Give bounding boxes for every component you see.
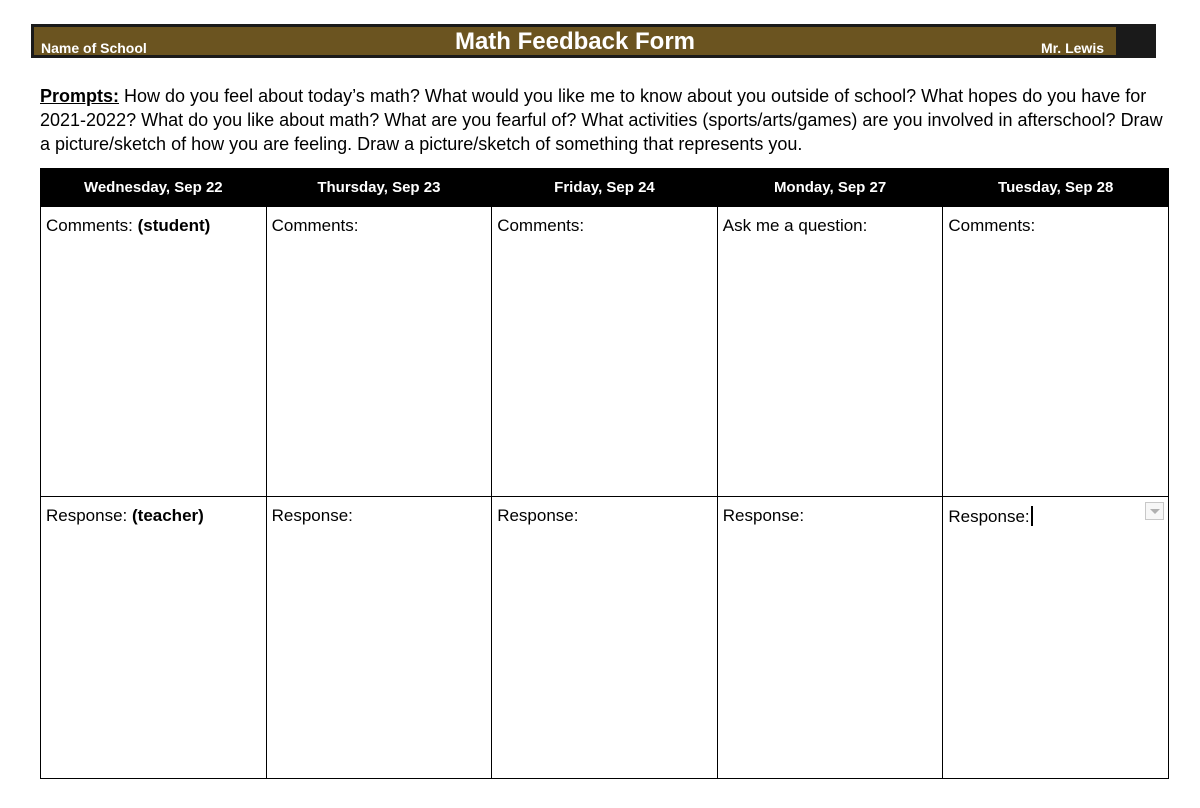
question-cell-mon[interactable] <box>717 207 943 497</box>
response-label: Response: <box>722 506 805 525</box>
teacher-name[interactable]: Mr. Lewis <box>1040 40 1104 56</box>
comments-role: (student) <box>137 216 211 235</box>
day-header-mon[interactable]: Monday, Sep 27 <box>717 169 943 207</box>
comments-label: Comments: <box>948 216 1036 235</box>
day-header-thu[interactable]: Thursday, Sep 23 <box>266 169 492 207</box>
response-cell-thu[interactable] <box>266 497 492 779</box>
dropdown-arrow-icon[interactable] <box>1145 502 1164 520</box>
prompts-paragraph[interactable] <box>40 84 1170 156</box>
comments-label: Comments: <box>271 216 359 235</box>
school-name[interactable]: Name of School <box>41 40 147 56</box>
comments-cell-fri[interactable] <box>492 207 718 497</box>
response-label: Response: <box>271 506 353 525</box>
question-label: Ask me a question: <box>722 216 868 235</box>
comments-cell-wed[interactable] <box>41 207 267 497</box>
prompts-text: How do you feel about today’s math? What would you like me to know about you outside of school? What hopes do you have for 2021-2022? What do you like about math? What are you fearful of? What activities (sports/arts/games) are you involved in afterschool? Draw a picture/sketch of how you are feeling. Draw a picture/sketch of something that represents you. <box>40 86 1163 154</box>
form-title[interactable]: Math Feedback Form <box>454 28 696 55</box>
response-label: Response: <box>46 506 132 525</box>
comments-row <box>41 207 1169 497</box>
day-header-fri[interactable]: Friday, Sep 24 <box>492 169 718 207</box>
comments-label: Comments: <box>497 216 585 235</box>
text-cursor <box>1031 506 1033 526</box>
header-inner <box>34 27 1116 55</box>
comments-cell-thu[interactable] <box>266 207 492 497</box>
feedback-table <box>40 168 1169 779</box>
comments-label: Comments: <box>46 216 138 235</box>
response-cell-tue[interactable] <box>943 497 1169 779</box>
response-label: Response: <box>948 507 1030 526</box>
prompts-label: Prompts: <box>40 86 120 106</box>
header-bar <box>31 24 1156 58</box>
response-row <box>41 497 1169 779</box>
response-cell-wed[interactable] <box>41 497 267 779</box>
comments-cell-tue[interactable] <box>943 207 1169 497</box>
response-role: (teacher) <box>132 506 204 525</box>
response-label: Response: <box>497 506 579 525</box>
day-header-wed[interactable]: Wednesday, Sep 22 <box>41 169 267 207</box>
day-header-row <box>41 169 1169 207</box>
day-header-tue[interactable]: Tuesday, Sep 28 <box>943 169 1169 207</box>
response-cell-fri[interactable] <box>492 497 718 779</box>
response-cell-mon[interactable] <box>717 497 943 779</box>
